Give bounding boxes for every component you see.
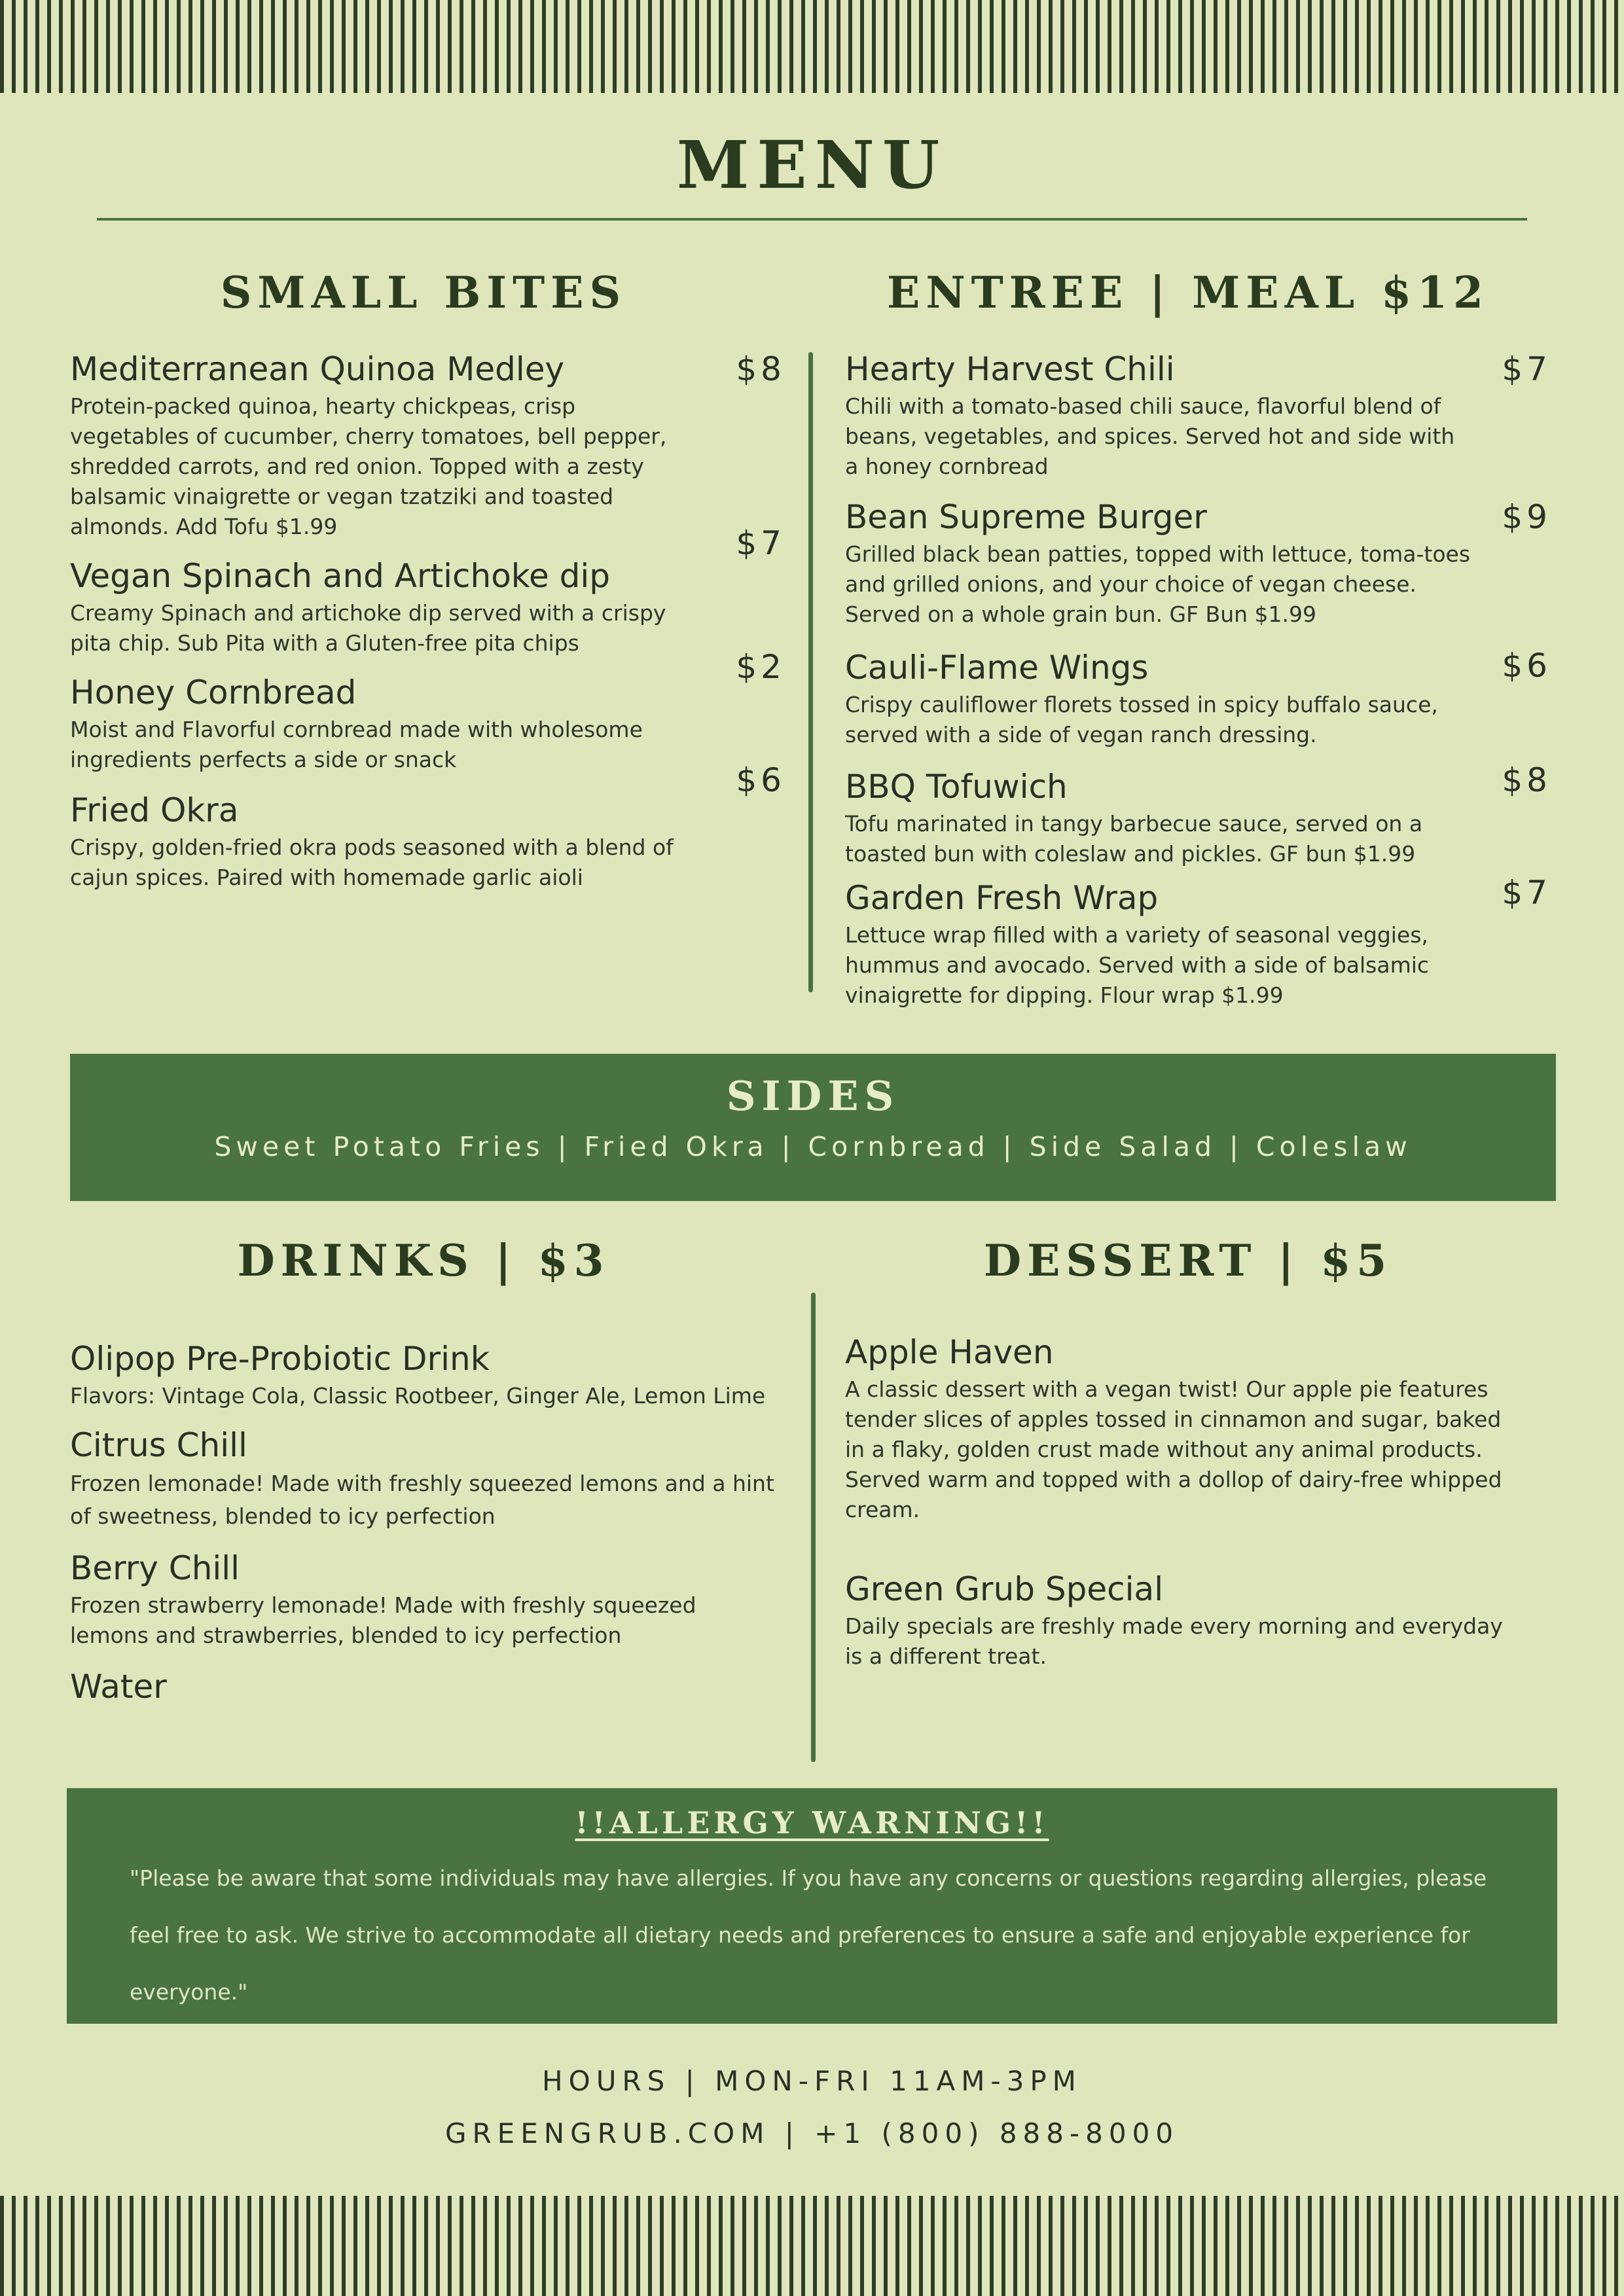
item-name: Garden Fresh Wrap — [845, 879, 1159, 917]
item-price: $2 — [736, 648, 785, 686]
sides-list: Sweet Potato Fries | Fried Okra | Cornbread | Side Salad | Coleslaw — [214, 1131, 1412, 1162]
menu-item — [70, 1338, 777, 1411]
item-name: BBQ Tofuwich — [845, 768, 1068, 806]
item-price: $6 — [1502, 647, 1551, 685]
item-price: $7 — [736, 524, 785, 562]
item-price: $7 — [1502, 350, 1551, 388]
dessert-heading: DESSERT | $5 — [983, 1235, 1393, 1286]
top-stripe-border — [0, 0, 1624, 93]
drinks-heading: DRINKS | $3 — [237, 1235, 610, 1286]
menu-item — [845, 647, 1473, 750]
menu-item — [845, 877, 1473, 1011]
allergy-text: "Please be aware that some individuals may have allergies. If you have any concerns or questions regarding allergies, please feel free to ask. We strive to accommodate all dietary needs and preferences to ensure a safe and enjoyable experience for everyone." — [130, 1865, 1487, 2005]
item-description: Flavors: Vintage Cola, Classic Rootbeer, Ginger Ale, Lemon Lime — [70, 1383, 766, 1408]
menu-item — [845, 766, 1473, 869]
menu-item — [845, 496, 1473, 630]
allergy-heading: !!ALLERGY WARNING!! — [575, 1805, 1049, 1840]
item-description: Crispy cauliflower florets tossed in spicy buffalo sauce, served with a side of vegan ranch dressing. — [845, 692, 1438, 747]
item-price: $8 — [736, 350, 785, 388]
item-name: Water — [70, 1668, 167, 1706]
item-description: Daily specials are freshly made every morning and everyday is a different treat. — [845, 1613, 1503, 1669]
hours-text: HOURS | MON-FRI 11AM-3PM — [542, 2065, 1082, 2097]
item-name: Mediterranean Quinoa Medley — [70, 350, 565, 388]
item-description: Moist and Flavorful cornbread made with wholesome ingredients perfects a side or snack — [70, 717, 643, 772]
menu-item — [845, 1331, 1526, 1525]
item-name: Green Grub Special — [845, 1570, 1164, 1608]
item-name: Apple Haven — [845, 1333, 1054, 1371]
menu-item — [70, 348, 698, 542]
item-name: Olipop Pre-Probiotic Drink — [70, 1340, 490, 1378]
allergy-band — [67, 1788, 1557, 2024]
item-name: Bean Supreme Burger — [845, 498, 1207, 536]
item-price: $8 — [1502, 761, 1551, 799]
item-description: Grilled black bean patties, topped with lettuce, toma-toes and grilled onions, and your choice of vegan cheese. Served on a whole grain bun. GF Bun $1.99 — [845, 541, 1471, 627]
menu-item — [70, 789, 698, 893]
item-description: Tofu marinated in tangy barbecue sauce, served on a toasted bun with coleslaw and pickles. GF bun $1.99 — [845, 811, 1423, 867]
item-description: Crispy, golden-fried okra pods seasoned with a blend of cajun spices. Paired with homemade garlic aioli — [70, 834, 674, 890]
item-name: Cauli-Flame Wings — [845, 649, 1149, 687]
item-name: Vegan Spinach and Artichoke dip — [70, 557, 610, 595]
item-price: $9 — [1502, 498, 1551, 536]
item-name: Citrus Chill — [70, 1426, 247, 1464]
sides-heading: SIDES — [726, 1072, 900, 1120]
entree-heading: ENTREE | MEAL $12 — [887, 267, 1489, 318]
menu-title: MENU — [676, 126, 948, 204]
item-name: Berry Chill — [70, 1549, 240, 1587]
item-price: $6 — [736, 761, 785, 799]
menu-item — [70, 1424, 777, 1533]
item-description: Creamy Spinach and artichoke dip served with a crispy pita chip. Sub Pita with a Gluten-free pita chips — [70, 600, 666, 656]
menu-item — [845, 348, 1473, 482]
column-divider — [808, 352, 813, 992]
bottom-stripe-border — [0, 2196, 1624, 2296]
menu-item — [70, 555, 698, 658]
item-name: Honey Cornbread — [70, 673, 357, 711]
title-divider — [97, 218, 1527, 221]
item-description: Protein-packed quinoa, hearty chickpeas, crisp vegetables of cucumber, cherry tomatoes, bell pepper, shredded carrots, and red onion. Topped with a zesty balsamic vinaigrette or vegan tzatziki and toasted almonds. Add Tofu $1.99 — [70, 393, 667, 539]
small-bites-heading: SMALL BITES — [220, 267, 627, 318]
item-description: Chili with a tomato-based chili sauce, flavorful blend of beans, vegetables, and spices. Served hot and side with a honey cornbread — [845, 393, 1455, 479]
menu-item — [70, 672, 698, 775]
column-divider — [811, 1293, 816, 1762]
item-description: Frozen strawberry lemonade! Made with freshly squeezed lemons and strawberries, blended to icy perfection — [70, 1592, 696, 1648]
item-name: Fried Okra — [70, 791, 239, 829]
item-description: Frozen lemonade! Made with freshly squeezed lemons and a hint of sweetness, blended to icy perfection — [70, 1471, 774, 1529]
contact-text: GREENGRUB.COM | +1 (800) 888-8000 — [444, 2117, 1180, 2149]
menu-item — [70, 1666, 659, 1708]
menu-item — [70, 1547, 738, 1651]
menu-item — [845, 1568, 1526, 1672]
item-name: Hearty Harvest Chili — [845, 350, 1175, 388]
item-price: $7 — [1502, 874, 1551, 912]
item-description: Lettuce wrap filled with a variety of seasonal veggies, hummus and avocado. Served with a side of balsamic vinaigrette for dipping. Flour wrap $1.99 — [845, 922, 1430, 1008]
sides-band — [70, 1054, 1556, 1201]
item-description: A classic dessert with a vegan twist! Our apple pie features tender slices of apples tossed in cinnamon and sugar, baked in a flaky, golden crust made without any animal products. Served warm and topped with a dollop of dairy-free whipped cream. — [845, 1376, 1502, 1522]
